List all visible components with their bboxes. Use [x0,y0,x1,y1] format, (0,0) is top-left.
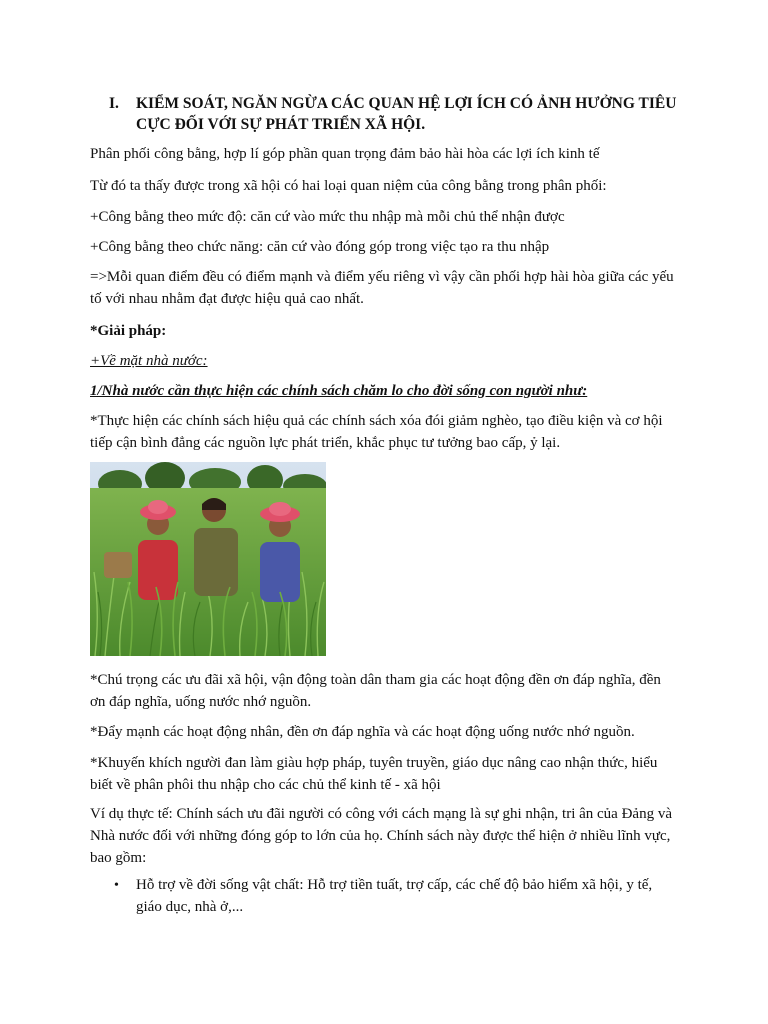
state-aspect-label: +Về mặt nhà nước: [90,353,208,369]
paragraph-poverty-reduction [90,410,690,454]
section-heading [109,93,689,135]
paragraph-gratitude-activities: *Đẩy mạnh các hoạt động nhân, đền ơn đáp nghĩa và các hoạt động uống nước nhớ nguồn. [90,724,635,740]
paragraph-example [90,803,690,869]
paragraph-social-incentives [90,669,690,713]
paragraph-example-line-2: Nhà nước đối với những đóng góp to lớn của họ. Chính sách này được thể hiện ở nhiều lĩnh vực, [90,828,671,844]
policy-heading: 1/Nhà nước cần thực hiện các chính sách chăm lo cho đời sống con người như: [90,383,588,399]
paragraph-poverty-reduction-line-1: *Thực hiện các chính sách hiệu quả các chính sách xóa đói giảm nghèo, tạo điều kiện và cơ hội [90,413,663,429]
bullet-dot: • [114,878,119,893]
bullet-item-line-2: giáo dục, nhà ở,... [136,899,244,915]
paragraph-social-incentives-line-1: *Chú trọng các ưu đãi xã hội, vận động toàn dân tham gia các hoạt động đền ơn đáp nghĩa, đền [90,672,661,688]
paragraph-example-line-1: Ví dụ thực tế: Chính sách ưu đãi người có công với cách mạng là sự ghi nhận, tri ân của Đảng và [90,806,672,822]
bullet-item-material-support [136,874,696,918]
paragraph-conclusion-line-1: =>Mỗi quan điểm đều có điểm mạnh và điểm yếu riêng vì vậy cần phối hợp hài hòa giữa các yếu [90,269,674,285]
bullet-item-line-1: Hỗ trợ về đời sống vật chất: Hỗ trợ tiền tuất, trợ cấp, các chế độ bảo hiểm xã hội, y tế, [136,877,653,893]
paragraph-conclusion [90,266,690,310]
solution-label: *Giải pháp: [90,323,167,339]
paragraph-legal-enrichment [90,752,690,796]
paragraph-two-concepts: Từ đó ta thấy được trong xã hội có hai loại quan niệm của công bằng trong phân phối: [90,178,607,194]
paragraph-social-incentives-line-2: ơn đáp nghĩa, uống nước nhớ nguồn. [90,694,312,710]
paragraph-example-line-3: bao gồm: [90,850,147,866]
paragraph-conclusion-line-2: tố với nhau nhằm đạt được hiệu quả cao nhất. [90,291,364,307]
section-title-line-1: KIỂM SOÁT, NGĂN NGỪA CÁC QUAN HỆ LỢI ÍCH CÓ ẢNH HƯỞNG TIÊU [136,95,677,112]
section-title-line-2: CỰC ĐỐI VỚI SỰ PHÁT TRIỂN XÃ HỘI. [136,116,426,133]
paragraph-legal-enrichment-line-1: *Khuyến khích người đan làm giàu hợp pháp, tuyên truyền, giáo dục nâng cao nhận thức, hiểu [90,755,658,771]
paragraph-fair-distribution: Phân phối công bằng, hợp lí góp phần quan trọng đảm bảo hài hòa các lợi ích kinh tế [90,146,600,162]
paragraph-legal-enrichment-line-2: biết về phân phôi thu nhập cho các chủ thể kinh tế - xã hội [90,777,441,793]
rice-field-photo [90,462,326,656]
paragraph-fair-by-function: +Công bằng theo chức năng: căn cứ vào đóng góp trong việc tạo ra thu nhập [90,239,550,255]
section-number: I. [109,95,119,112]
paragraph-fair-by-level: +Công bằng theo mức độ: căn cứ vào mức thu nhập mà mỗi chủ thể nhận được [90,209,565,225]
paragraph-poverty-reduction-line-2: tiếp cận bình đẳng các nguồn lực phát triển, khắc phục tư tưởng bao cấp, ỷ lại. [90,435,561,451]
